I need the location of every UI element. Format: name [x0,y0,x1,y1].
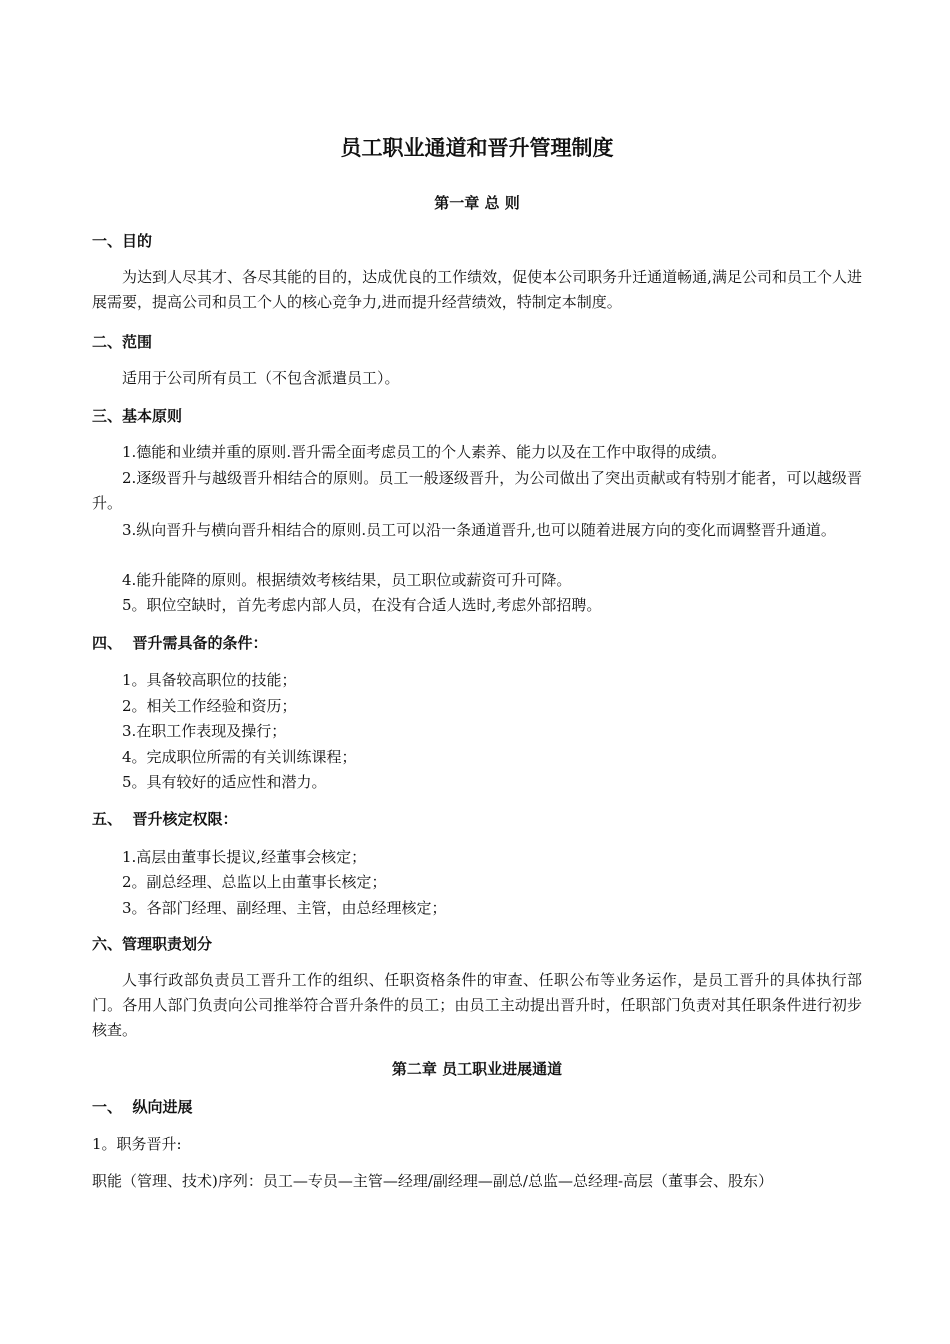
section-principles-heading: 三、基本原则 [92,407,183,425]
document-title: 员工职业通道和晋升管理制度 [340,136,614,160]
section-scope-heading: 二、范围 [92,333,153,351]
section-responsibility-heading: 六、管理职责划分 [92,935,213,953]
section-vertical-subheading: 1。职务晋升: [92,1135,182,1153]
condition-item: 3.在职工作表现及操行； [122,722,287,740]
section-vertical-heading: 一、 纵向进展 [92,1098,193,1116]
chapter-1-heading: 第一章 总 则 [434,194,520,212]
section-responsibility-text: 人事行政部负责员工晋升工作的组织、任职资格条件的审查、任职公布等业务运作，是员工晋升的具体执行部门。各用人部门负责向公司推举符合晋升条件的员工；由员工主动提出晋升时，任职部门负责对其任职条件进行初步核查。 [92,971,862,1039]
condition-item: 1。具备较高职位的技能； [122,671,297,689]
authority-item: 3。各部门经理、副经理、主管，由总经理核定； [122,899,447,917]
chapter-2-heading: 第二章 员工职业进展通道 [391,1060,563,1078]
principle-item: 2.逐级晋升与越级晋升相结合的原则。员工一般逐级晋升，为公司做出了突出贡献或有特别才能者，可以越级晋升。 [92,469,862,512]
section-purpose-heading: 一、目的 [92,232,153,250]
principle-item: 1.德能和业绩并重的原则.晋升需全面考虑员工的个人素养、能力以及在工作中取得的成绩。 [122,443,727,461]
condition-item: 5。具有较好的适应性和潜力。 [122,773,327,791]
section-scope-text: 适用于公司所有员工（不包含派遣员工）。 [122,369,400,387]
principle-item: 4.能升能降的原则。根据绩效考核结果，员工职位或薪资可升可降。 [122,571,572,589]
section-conditions-heading: 四、 晋升需具备的条件： [92,634,268,652]
section-purpose-text: 为达到人尽其才、各尽其能的目的，达成优良的工作绩效，促使本公司职务升迁通道畅通,满足公司和员工个人进展需要，提高公司和员工个人的核心竞争力,进而提升经营绩效，特制定本制度。 [92,268,862,311]
condition-item: 2。相关工作经验和资历； [122,697,297,715]
authority-item: 2。副总经理、总监以上由董事长核定； [122,873,387,891]
principle-item: 5。职位空缺时，首先考虑内部人员，在没有合适人选时,考虑外部招聘。 [122,596,602,614]
section-vertical-text: 职能（管理、技术)序列：员工—专员—主管—经理/副经理—副总/总监—总经理-高层（董事会、股东） [92,1172,774,1190]
principle-item: 3.纵向晋升与横向晋升相结合的原则.员工可以沿一条通道晋升,也可以随着进展方向的变化而调整晋升通道。 [122,521,836,539]
authority-item: 1.高层由董事长提议,经董事会核定； [122,848,367,866]
condition-item: 4。完成职位所需的有关训练课程； [122,748,357,766]
section-authority-heading: 五、 晋升核定权限： [92,810,238,828]
